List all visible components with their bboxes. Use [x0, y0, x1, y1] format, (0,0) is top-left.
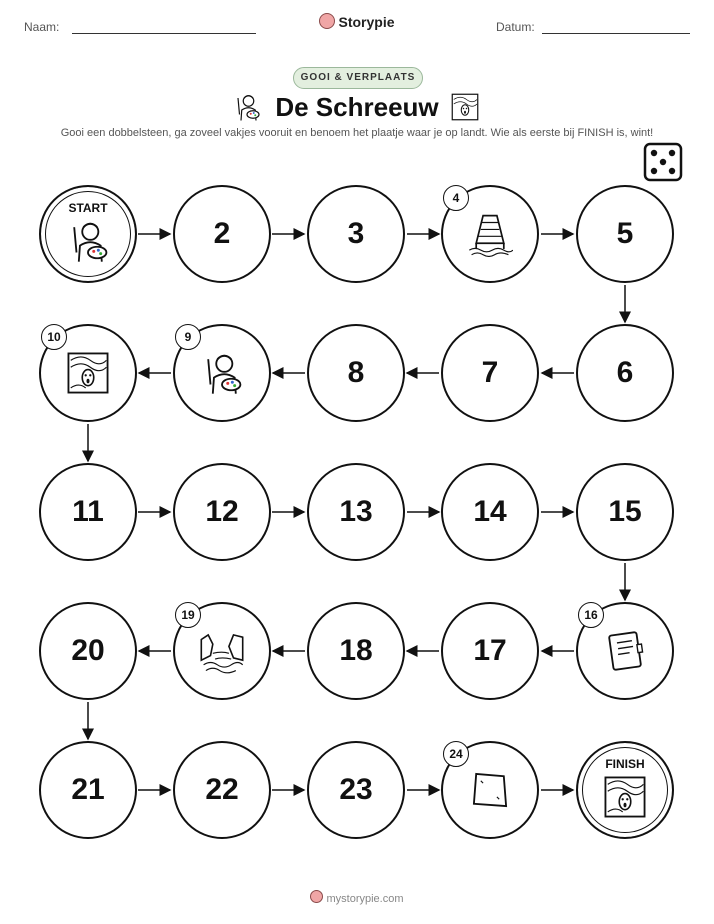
board-cell-17 — [441, 602, 539, 700]
paper-sheet-icon — [467, 767, 513, 813]
start-label: START — [68, 201, 108, 215]
board-cell-6 — [576, 324, 674, 422]
footer-url: mystorypie.com — [326, 893, 404, 905]
cell-number: 14 — [473, 495, 507, 528]
start-cell — [39, 185, 137, 283]
board-cell-19 — [173, 602, 271, 700]
board-cell-12 — [173, 463, 271, 561]
cell-number: 23 — [339, 773, 373, 806]
board-cell-11 — [39, 463, 137, 561]
cell-number-badge: 10 — [41, 324, 67, 350]
board-cell-21 — [39, 741, 137, 839]
cell-number: 3 — [347, 217, 365, 250]
cell-number: 6 — [616, 356, 634, 389]
board-cell-10 — [39, 324, 137, 422]
finish-label: FINISH — [605, 757, 645, 771]
cell-number: 13 — [339, 495, 373, 528]
board-cell-9 — [173, 324, 271, 422]
board-cell-22 — [173, 741, 271, 839]
pier-icon — [467, 211, 513, 257]
date-label: Datum: — [496, 20, 535, 34]
board-cell-14 — [441, 463, 539, 561]
board-cell-13 — [307, 463, 405, 561]
board-cell-8 — [307, 324, 405, 422]
diary-icon — [602, 628, 648, 674]
cell-number: 8 — [347, 356, 365, 389]
finish-cell — [576, 741, 674, 839]
scream-painting-icon — [602, 774, 648, 820]
board-cell-15 — [576, 463, 674, 561]
board-cell-2 — [173, 185, 271, 283]
footer — [0, 890, 714, 905]
cell-number-badge: 16 — [578, 602, 604, 628]
cell-number: 7 — [481, 356, 499, 389]
painter-icon — [65, 218, 111, 264]
storypie-logo-icon — [310, 890, 323, 903]
instructions: Gooi een dobbelsteen, ga zoveel vakjes vooruit en benoem het plaatje waar je op landt. Wie als eerste bij FINISH is, wint! — [60, 127, 654, 139]
cell-number: 15 — [608, 495, 642, 528]
cell-number: 2 — [213, 217, 231, 250]
board-cell-3 — [307, 185, 405, 283]
board-cell-18 — [307, 602, 405, 700]
cell-number-badge: 24 — [443, 741, 469, 767]
cell-number: 22 — [205, 773, 239, 806]
cell-number: 11 — [72, 495, 104, 528]
fjord-icon — [199, 628, 245, 674]
board-cell-24 — [441, 741, 539, 839]
cell-number: 18 — [339, 634, 373, 667]
board-cell-23 — [307, 741, 405, 839]
brand-name: Storypie — [338, 14, 395, 30]
painter-icon — [199, 350, 245, 396]
cell-number-badge: 19 — [175, 602, 201, 628]
name-label: Naam: — [24, 20, 60, 34]
cell-number: 12 — [205, 495, 239, 528]
board-cell-16 — [576, 602, 674, 700]
board-cell-5 — [576, 185, 674, 283]
cell-number: 5 — [616, 217, 634, 250]
cell-number-badge: 4 — [443, 185, 469, 211]
page-title: De Schreeuw — [275, 92, 439, 122]
cell-number-badge: 9 — [175, 324, 201, 350]
cell-number: 21 — [71, 773, 105, 806]
scream-painting-icon — [65, 350, 111, 396]
board-cell-20 — [39, 602, 137, 700]
game-type-badge: GOOI & VERPLAATS — [293, 67, 423, 89]
cell-number: 17 — [473, 634, 507, 667]
board-cell-4 — [441, 185, 539, 283]
board-cell-7 — [441, 324, 539, 422]
cell-number: 20 — [71, 634, 105, 667]
